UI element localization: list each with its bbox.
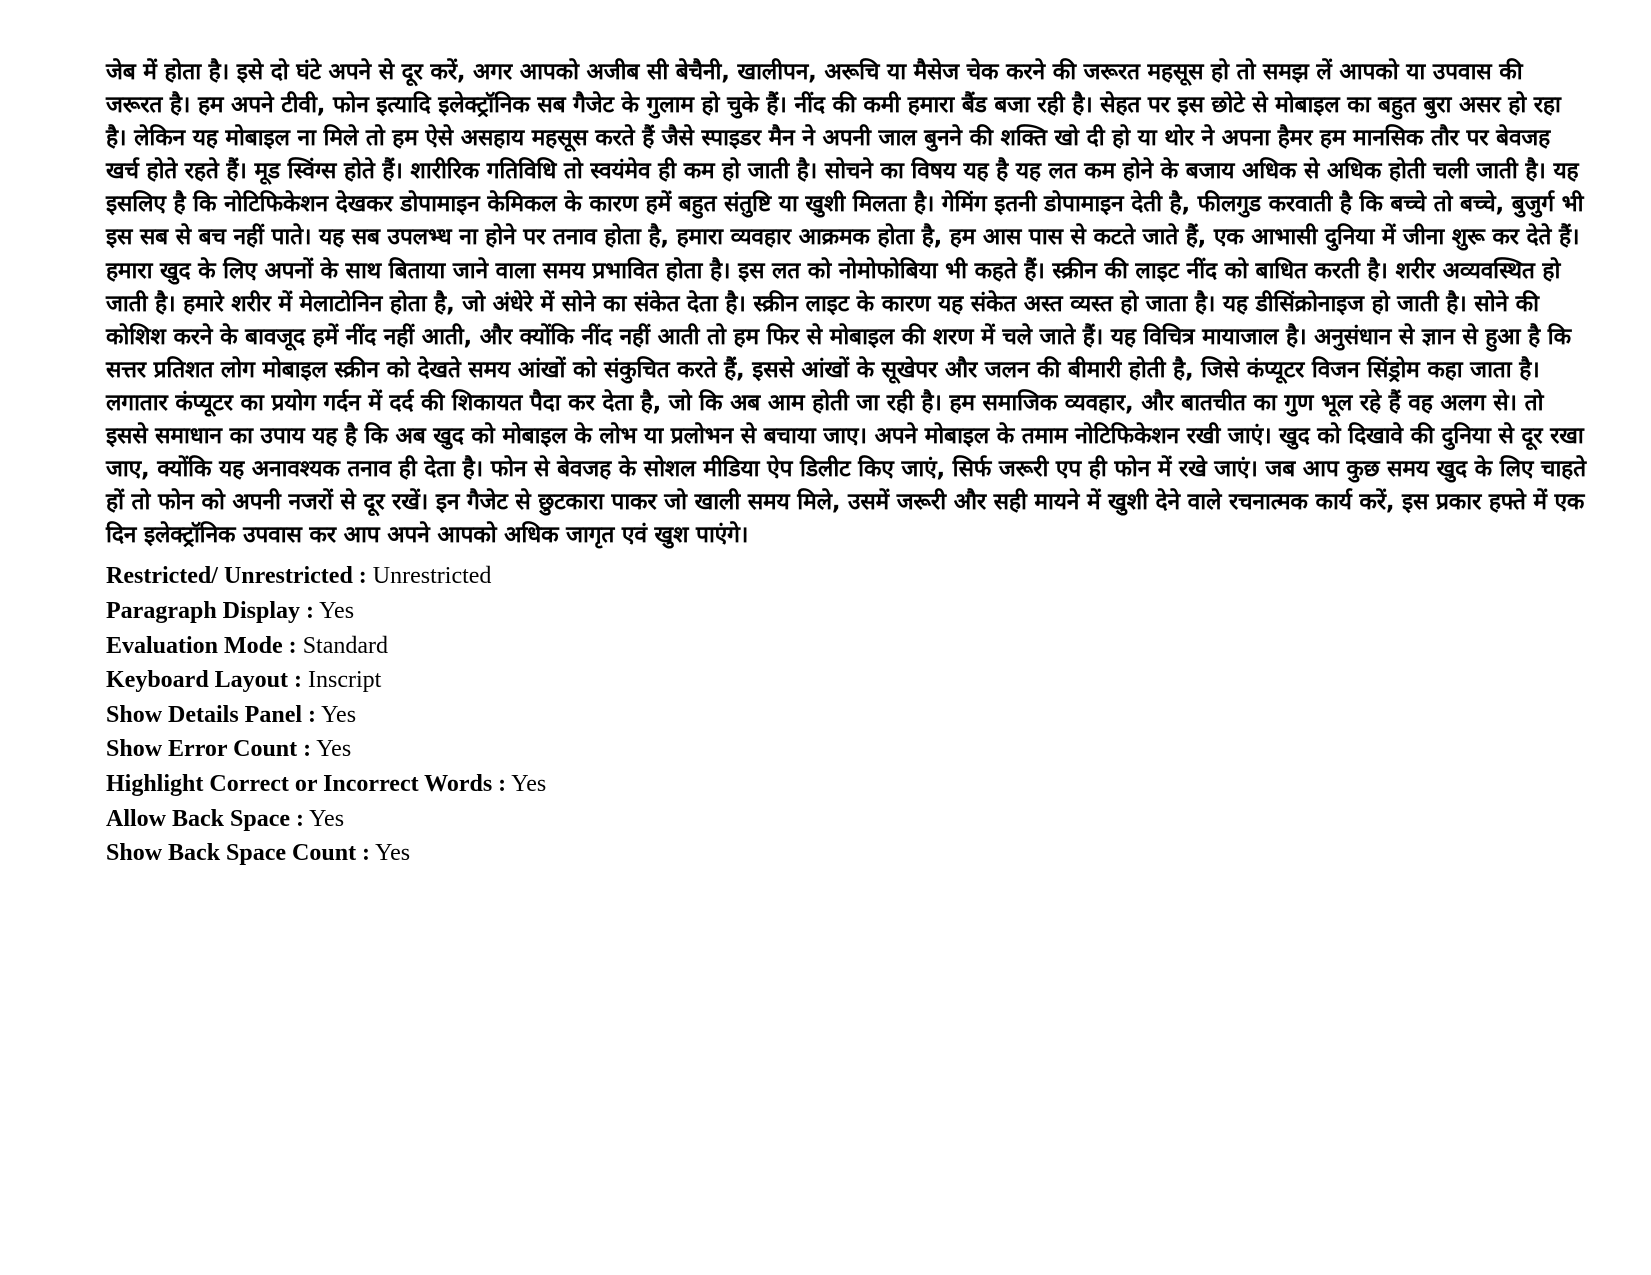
setting-value: Inscript bbox=[308, 667, 382, 694]
setting-label: Show Error Count : bbox=[106, 736, 312, 763]
setting-label: Restricted/ Unrestricted : bbox=[106, 563, 367, 590]
setting-show-back-space-count bbox=[106, 836, 1591, 871]
setting-label: Keyboard Layout : bbox=[106, 667, 303, 694]
setting-keyboard-layout bbox=[106, 663, 1591, 698]
setting-highlight-words bbox=[106, 767, 1591, 802]
setting-label: Highlight Correct or Incorrect Words : bbox=[106, 770, 507, 797]
setting-value: Yes bbox=[321, 701, 357, 728]
setting-label: Show Details Panel : bbox=[106, 701, 316, 728]
setting-label: Show Back Space Count : bbox=[106, 840, 371, 867]
setting-value: Unrestricted bbox=[372, 563, 492, 590]
setting-show-details-panel bbox=[106, 698, 1591, 733]
setting-value: Yes bbox=[319, 598, 355, 624]
setting-paragraph-display bbox=[106, 594, 1591, 629]
setting-allow-back-space bbox=[106, 802, 1591, 837]
setting-value: Yes bbox=[316, 736, 352, 763]
setting-value: Yes bbox=[511, 770, 547, 797]
setting-evaluation-mode bbox=[106, 629, 1591, 664]
setting-value: Yes bbox=[309, 805, 345, 832]
setting-value: Yes bbox=[375, 840, 411, 867]
setting-label: Paragraph Display : bbox=[106, 598, 315, 624]
setting-restriction bbox=[106, 559, 1591, 594]
setting-value: Standard bbox=[302, 632, 388, 659]
typing-passage: जेब में होता है। इसे दो घंटे अपने से दूर करें, अगर आपको अजीब सी बेचैनी, खालीपन, अरूचि या मैसेज चेक करने की जरूरत महसूस हो तो समझ लें आपको या उपवास की जरूरत है। हम अपने टीवी, फोन इत्यादि इलेक्ट्रॉनिक सब गैजेट के गुलाम हो चुके हैं। नींद की कमी हमारा बैंड बजा रही है। सेहत पर इस छोटे से मोबाइल का बहुत बुरा असर हो रहा है। लेकिन यह मोबाइल ना मिले तो हम ऐसे असहाय महसूस करते हैं जैसे स्पाइडर मैन ने अपनी जाल बुनने की शक्ति खो दी हो या थोर ने अपना हैमर हम मानसिक तौर पर बेवजह खर्च होते रहते हैं। मूड स्विंग्स होते हैं। शारीरिक गतिविधि तो स्वयंमेव ही कम हो जाती है। सोचने का विषय यह है यह लत कम होने के बजाय अधिक से अधिक होती चली जाती है। यह इसलिए है कि नोटिफिकेशन देखकर डोपामाइन केमिकल के कारण हमें बहुत संतुष्टि या खुशी मिलता है। गेमिंग इतनी डोपामाइन देती है, फीलगुड करवाती है कि बच्चे तो बच्चे, बुजुर्ग भी इस सब से बच नहीं पाते। यह सब उपलभ्ध ना होने पर तनाव होता है, हमारा व्यवहार आक्रमक होता है, हम आस पास से कटते जाते हैं, एक आभासी दुनिया में जीना शुरू कर देते हैं। हमारा खुद के लिए अपनों के साथ बिताया जाने वाला समय प्रभावित होता है। इस लत को नोमोफोबिया भी कहते हैं। स्क्रीन की लाइट नींद को बाधित करती है। शरीर अव्यवस्थित हो जाती है। हमारे शरीर में मेलाटोनिन होता है, जो अंधेरे में सोने का संकेत देता है। स्क्रीन लाइट के कारण यह संकेत अस्त व्यस्त हो जाता है। यह डीसिंक्रोनाइज हो जाती है। सोने की कोशिश करने के बावजूद हमें नींद नहीं आती, और क्योंकि नींद नहीं आती तो हम फिर से मोबाइल की शरण में चले जाते हैं। यह विचित्र मायाजाल है। अनुसंधान से ज्ञान से हुआ है कि सत्तर प्रतिशत लोग मोबाइल स्क्रीन को देखते समय आंखों को संकुचित करते हैं, इससे आंखों के सूखेपर और जलन की बीमारी होती है, जिसे कंप्यूटर विजन सिंड्रोम कहा जाता है। लगातार कंप्यूटर का प्रयोग गर्दन में दर्द की शिकायत पैदा कर देता है, जो कि अब आम होती जा रही है। हम समाजिक व्यवहार, और बातचीत का गुण भूल रहे हैं वह अलग से। तो इससे समाधान का उपाय यह है कि अब खुद को मोबाइल के लोभ या प्रलोभन से बचाया जाए। अपने मोबाइल के तमाम नोटिफिकेशन रखी जाएं। खुद को दिखावे की दुनिया से दूर रखा जाए, क्योंकि यह अनावश्यक तनाव ही देता है। फोन से बेवजह के सोशल मीडिया ऐप डिलीट किए जाएं, सिर्फ जरूरी एप ही फोन में रखे जाएं। जब आप कुछ समय खुद के लिए चाहते हों तो फोन को अपनी नजरों से दूर रखें। इन गैजेट से छुटकारा पाकर जो खाली समय मिले, उसमें जरूरी और सही मायने में खुशी देने वाले रचनात्मक कार्य करें, इस प्रकार हफ्ते में एक दिन इलेक्ट्रॉनिक उपवास कर आप अपने आपको अधिक जागृत एवं खुश पाएंगे। bbox=[106, 59, 1586, 549]
setting-show-error-count bbox=[106, 732, 1591, 767]
setting-label: Allow Back Space : bbox=[106, 805, 304, 832]
test-settings-list bbox=[106, 559, 1591, 870]
setting-label: Evaluation Mode : bbox=[106, 632, 297, 659]
